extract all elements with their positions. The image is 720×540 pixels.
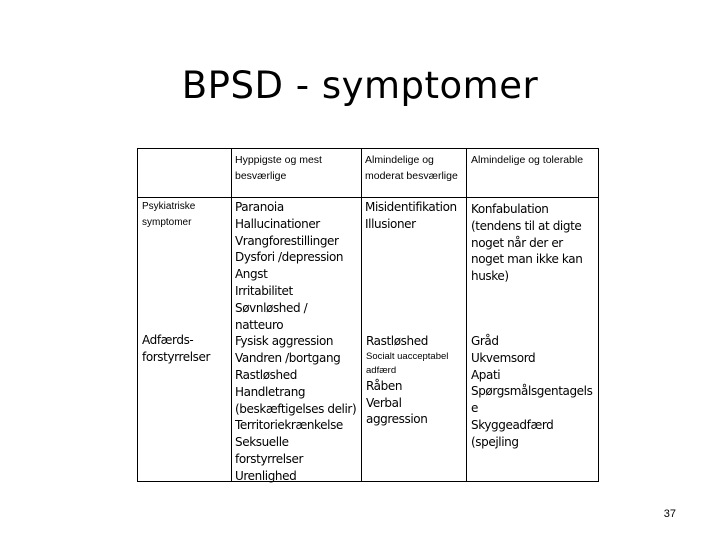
col3-psychiatric-list: Konfabulation (tendens til at digte noget når der er noget man ikke kan huske) <box>471 202 583 284</box>
header-most-frequent: Hyppigste og mest besværlige <box>235 154 322 182</box>
header-common-tolerable: Almindelige og tolerable <box>471 154 584 166</box>
column-divider <box>466 149 467 481</box>
page-number: 37 <box>663 508 676 520</box>
col1-symptom-list: Paranoia Hallucinationer Vrangforestillinger Dysfori /depression Angst Irritabilitet Søvnløshed / natteuro Fysisk aggression Vandren /bortgang Rastløshed Handletrang (beskæftigelses delir) Territoriekrænkelse Seksuelle forstyrrelser Urenlighed <box>235 200 357 483</box>
column-divider <box>231 149 232 481</box>
slide-title: BPSD - symptomer <box>181 64 539 107</box>
header-common-moderate: Almindelige og moderat besværlige <box>365 154 458 182</box>
col2-psychiatric-list: Misidentifikation Illusioner <box>365 200 457 231</box>
row-label-behavioral: Adfærds- forstyrrelser <box>142 333 211 364</box>
col2-behavioral-list: Rastløshed Socialt uacceptabel adfærd Råben Verbal aggression <box>366 334 449 427</box>
header-divider <box>138 197 598 198</box>
symptom-table <box>137 148 599 482</box>
row-label-psychiatric: Psykiatriske symptomer <box>142 201 196 228</box>
column-divider <box>361 149 362 481</box>
col3-behavioral-list: Gråd Ukvemsord Apati Spørgsmålsgentagels e Skyggeadfærd (spejling <box>471 334 593 449</box>
